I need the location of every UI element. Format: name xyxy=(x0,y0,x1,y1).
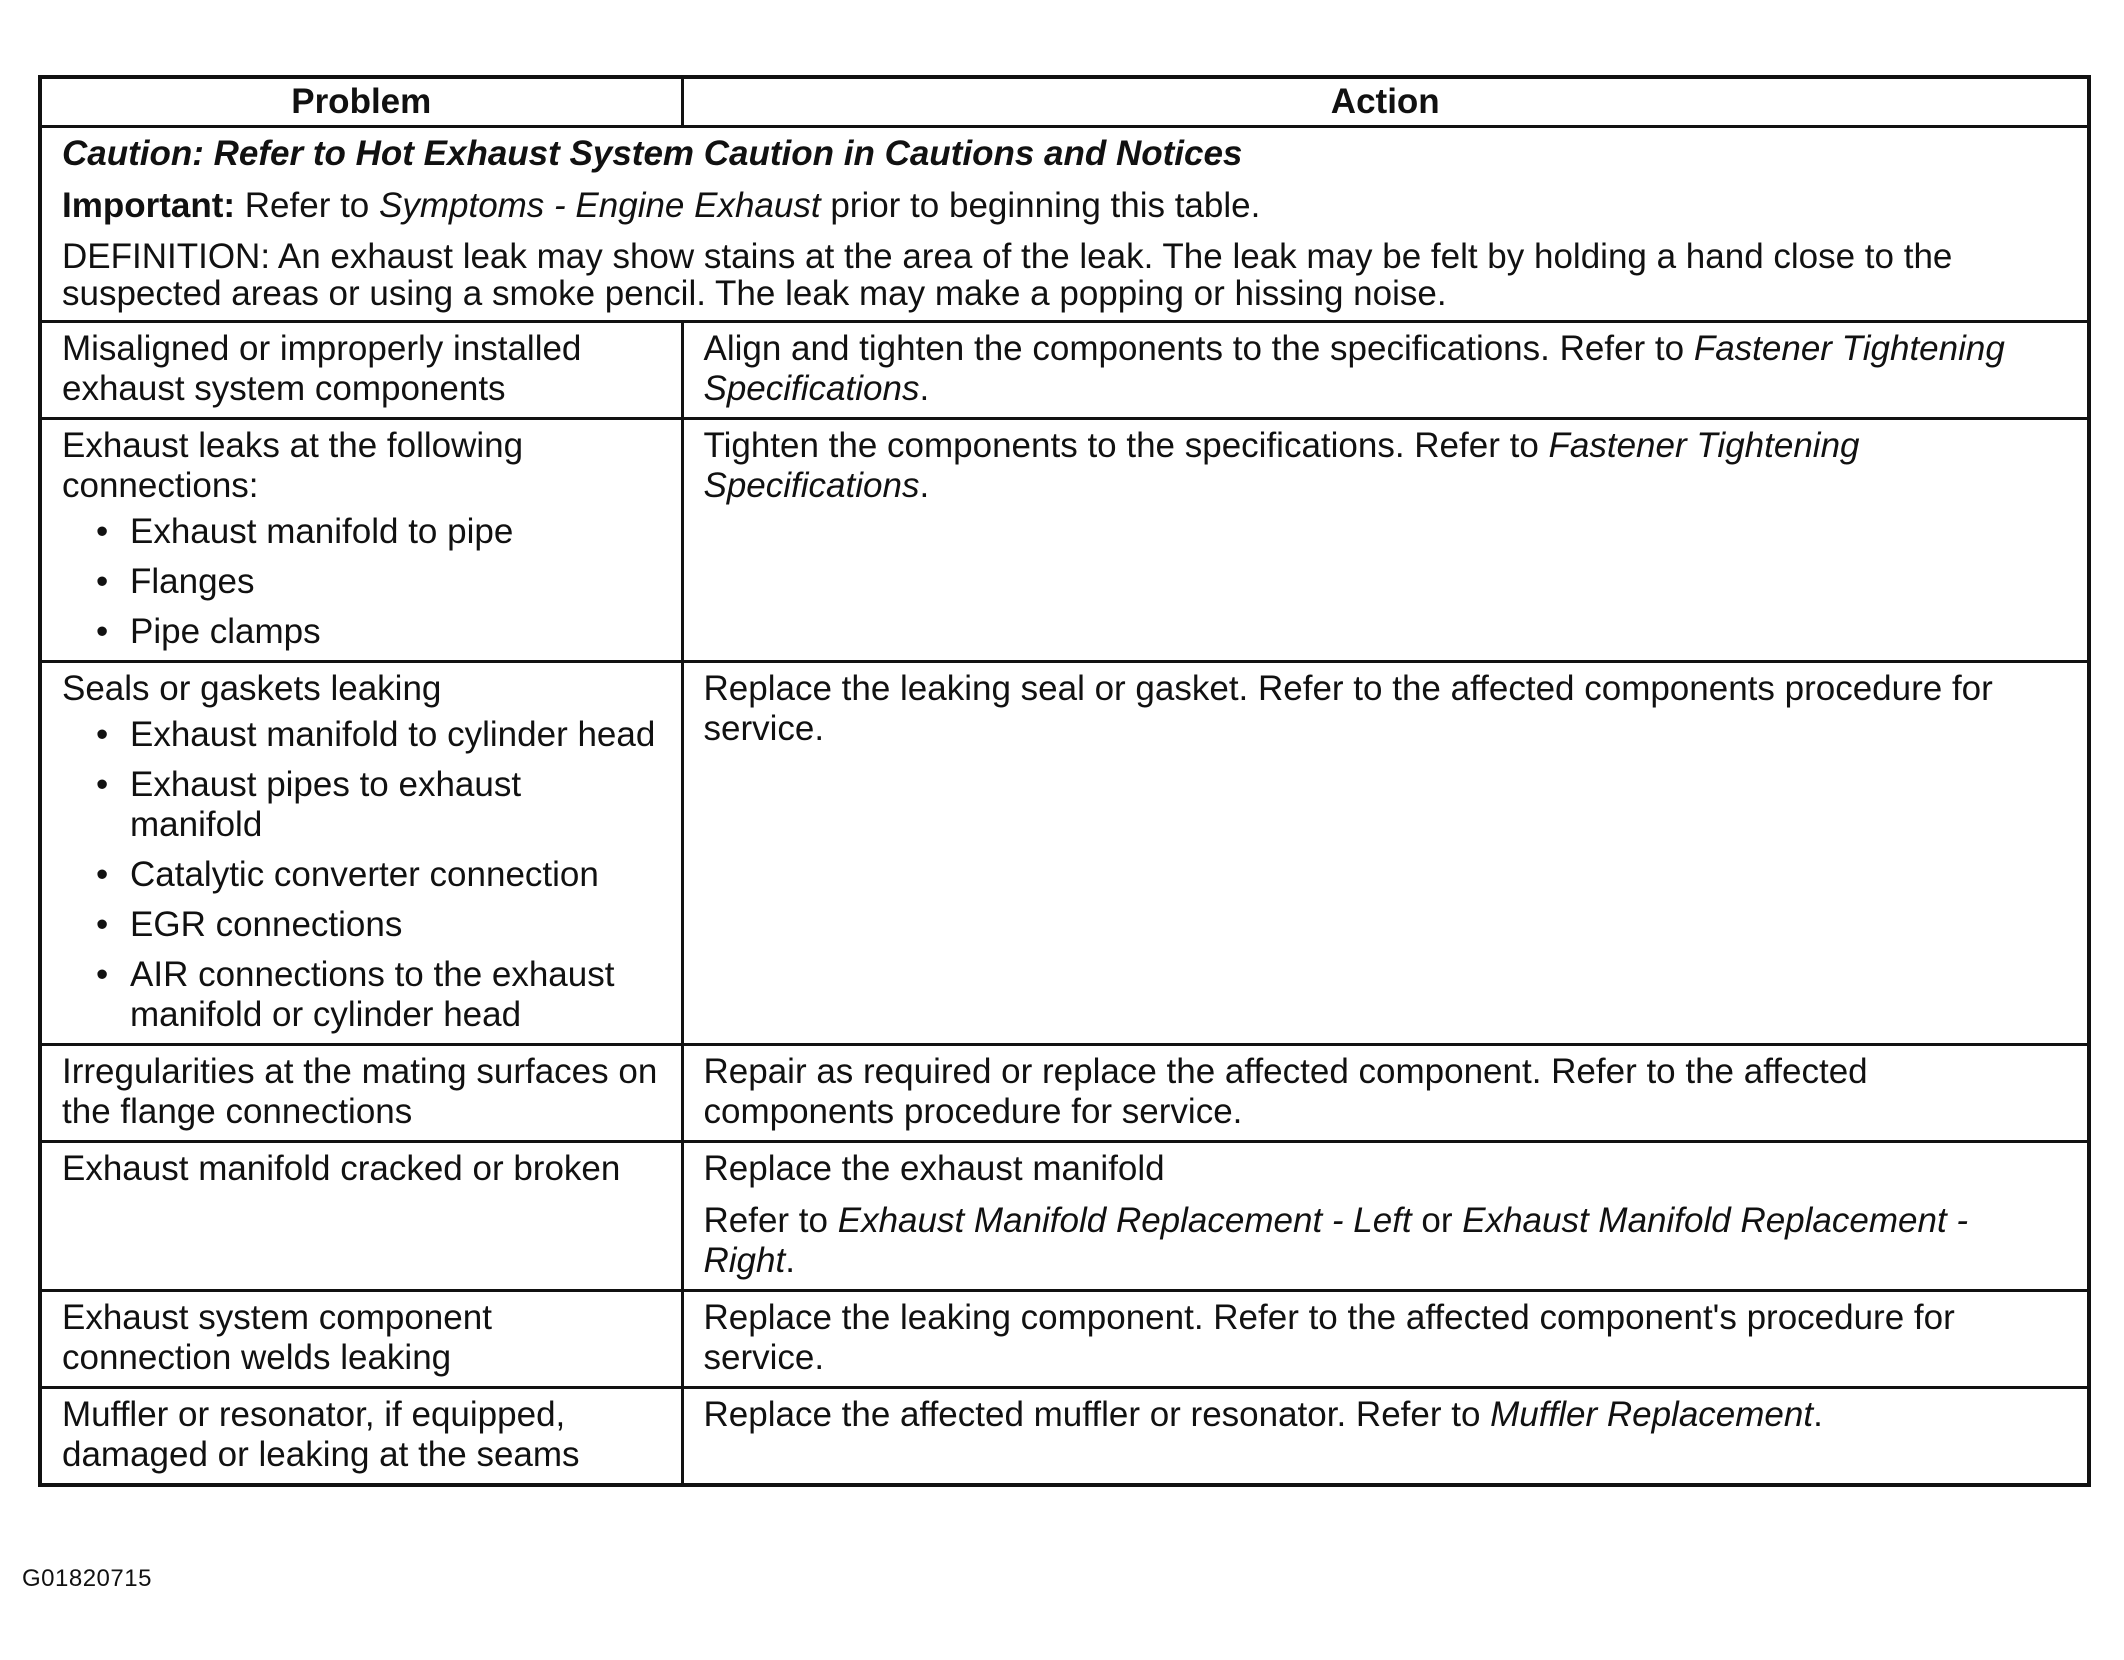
list-item-text: Catalytic converter connection xyxy=(130,855,599,894)
definition-text: DEFINITION: An exhaust leak may show stains at the area of the leak. The leak may be felt by holding a hand close to the suspected areas or using a smoke pencil. The leak may make a popping or hissing noise. xyxy=(62,237,1953,313)
action-cell: Replace the leaking seal or gasket. Refer to the affected components procedure for service. xyxy=(682,662,2089,1045)
diagnostic-table xyxy=(38,75,2091,1487)
list-item xyxy=(96,955,661,1035)
important-pre: Refer to xyxy=(235,186,379,225)
action-reference: Exhaust Manifold Replacement - Right xyxy=(703,1201,1969,1280)
bullet-icon: • xyxy=(96,715,109,754)
table-header-row xyxy=(40,77,2089,127)
important-ref: Symptoms - Engine Exhaust xyxy=(379,186,821,225)
action-reference: Fastener Tightening Specifications xyxy=(703,426,1860,505)
table-row xyxy=(40,322,2089,419)
table-row xyxy=(40,1045,2089,1142)
list-item-text: Pipe clamps xyxy=(130,612,321,651)
list-item xyxy=(96,765,661,845)
list-item-text: AIR connections to the exhaust manifold or cylinder head xyxy=(130,955,615,1034)
bullet-icon: • xyxy=(96,765,109,804)
action-cell xyxy=(682,419,2089,662)
problem-bullet-list xyxy=(62,715,661,1035)
list-item-text: Exhaust manifold to pipe xyxy=(130,512,514,551)
caution-text: Caution: Refer to Hot Exhaust System Caution in Cautions and Notices xyxy=(62,134,1243,173)
bullet-icon: • xyxy=(96,905,109,944)
important-post: prior to beginning this table. xyxy=(820,186,1261,225)
table-row xyxy=(40,1388,2089,1486)
list-item xyxy=(96,905,661,945)
action-reference: Muffler Replacement xyxy=(1490,1395,1814,1434)
action-cell xyxy=(682,322,2089,419)
list-item-text: EGR connections xyxy=(130,905,403,944)
problem-cell: Exhaust system component connection welds leaking xyxy=(40,1291,682,1388)
diagnostic-document xyxy=(38,75,2091,1487)
figure-id: G01820715 xyxy=(22,1565,152,1592)
action-column-header: Action xyxy=(682,77,2089,127)
action-reference: Exhaust Manifold Replacement - Left xyxy=(837,1201,1412,1240)
action-text: or xyxy=(1411,1201,1463,1240)
bullet-icon: • xyxy=(96,562,109,601)
table-row xyxy=(40,662,2089,1045)
list-item-text: Exhaust manifold to cylinder head xyxy=(130,715,656,754)
bullet-icon: • xyxy=(96,612,109,651)
action-cell: Replace the leaking component. Refer to the affected component's procedure for service. xyxy=(682,1291,2089,1388)
bullet-icon: • xyxy=(96,955,109,994)
bullet-icon: • xyxy=(96,512,109,551)
important-label: Important: xyxy=(62,186,236,225)
action-text: Replace the affected muffler or resonator. Refer to xyxy=(703,1395,1491,1434)
action-cell xyxy=(682,1388,2089,1486)
problem-cell: Irregularities at the mating surfaces on the flange connections xyxy=(40,1045,682,1142)
list-item xyxy=(96,512,661,552)
list-item-text: Flanges xyxy=(130,562,255,601)
action-text-end: . xyxy=(919,466,930,505)
list-item xyxy=(96,855,661,895)
action-text-end: . xyxy=(919,369,930,408)
action-text: Tighten the components to the specifications. Refer to xyxy=(703,426,1549,465)
action-reference-line xyxy=(704,1201,2068,1281)
intro-row xyxy=(40,127,2089,322)
action-text-end: . xyxy=(1813,1395,1823,1434)
bullet-icon: • xyxy=(96,855,109,894)
problem-cell: Misaligned or improperly installed exhaust system components xyxy=(40,322,682,419)
problem-cell: Exhaust manifold cracked or broken xyxy=(40,1142,682,1291)
list-item-text: Exhaust pipes to exhaust manifold xyxy=(130,765,522,844)
problem-cell: Muffler or resonator, if equipped, damaged or leaking at the seams xyxy=(40,1388,682,1486)
table-row xyxy=(40,1291,2089,1388)
action-text: Replace the exhaust manifold xyxy=(703,1149,1165,1188)
table-row xyxy=(40,1142,2089,1291)
list-item xyxy=(96,715,661,755)
problem-text: Exhaust leaks at the following connections: xyxy=(62,426,524,505)
problem-text: Seals or gaskets leaking xyxy=(62,669,442,708)
important-note xyxy=(62,186,2067,226)
action-cell: Repair as required or replace the affected component. Refer to the affected components procedure for service. xyxy=(682,1045,2089,1142)
action-text-end: . xyxy=(785,1241,795,1280)
action-reference: Fastener Tightening Specifications xyxy=(703,329,2005,408)
table-row xyxy=(40,419,2089,662)
list-item xyxy=(96,562,661,602)
intro-cell xyxy=(40,127,2089,322)
problem-bullet-list xyxy=(62,512,661,652)
problem-cell xyxy=(40,662,682,1045)
action-cell xyxy=(682,1142,2089,1291)
problem-cell xyxy=(40,419,682,662)
action-text: Refer to xyxy=(703,1201,838,1240)
list-item xyxy=(96,612,661,652)
problem-column-header: Problem xyxy=(40,77,682,127)
action-text: Align and tighten the components to the specifications. Refer to xyxy=(703,329,1694,368)
